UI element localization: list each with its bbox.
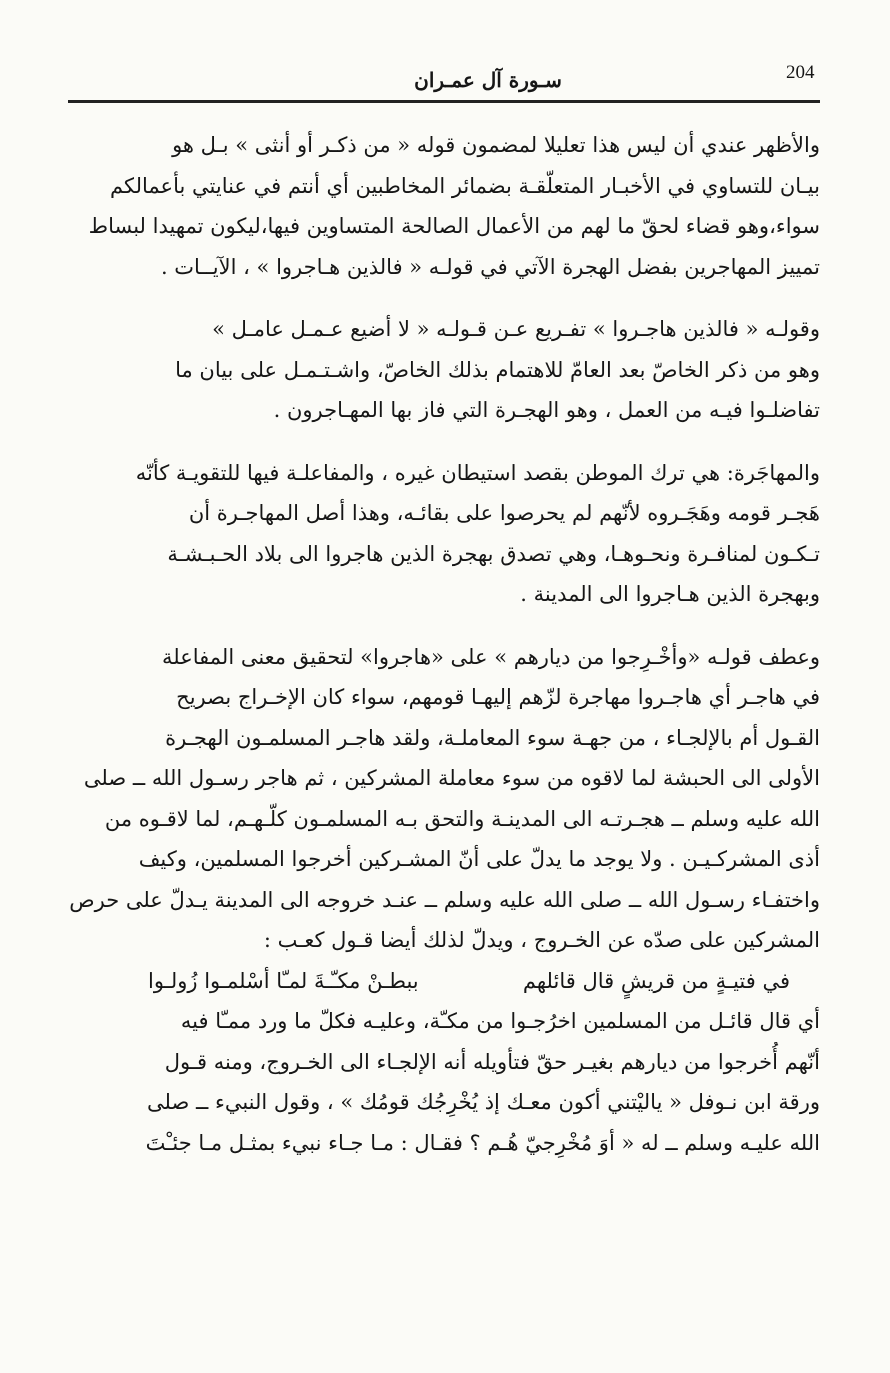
text-line: وبهجرة الذين هـاجروا الى المدينة . <box>520 582 820 606</box>
text-line: أنّهم أُخرجوا من ديارهم بغيـر حقّ فتأويله أنه الإلجـاء الى الخـروج، ومنه قـول <box>164 1049 820 1074</box>
text-line: الله عليـه وسلم ــ له « أوَ مُخْرِجيّ هُـم ؟ فقـال : مـا جـاء نبيء بمثـل مـا جئـْتَ <box>145 1130 820 1155</box>
text-line: والمهاجَرة: هي ترك الموطن بقصد استيطان غيره ، والمفاعلـة فيها للتقويـة كأنّه <box>135 460 820 485</box>
text-line: تمييز المهاجرين بفضل الهجرة الآتي في قولـه « فالذين هـاجروا » ، الآيــات . <box>160 254 820 279</box>
paragraph-gap <box>68 431 820 453</box>
page-number: 204 <box>786 62 815 83</box>
paragraph-gap <box>68 615 820 637</box>
text-line: ورقة ابن نـوفل « ياليْتني أكون معـك إذ يُخْرِجُك قومُك » ، وقول النبيء ــ صلى <box>147 1090 820 1114</box>
paragraph-gap <box>68 287 820 309</box>
paragraph-2 <box>68 309 820 431</box>
text-line: سواء،وهو قضاء لحقّ ما لهم من الأعمال الصالحة المتساوين فيها،ليكون تمهيدا لبساط <box>88 214 820 238</box>
text-line: وقولـه « فالذين هاجـروا » تفـريع عـن قـولـه « لا أضيع عـمـل عامـل » <box>212 317 820 341</box>
text-line: تفاضلـوا فيـه من العمل ، وهو الهجـرة التي فاز بها المهـاجرون . <box>273 398 820 422</box>
paragraph-1 <box>68 125 820 287</box>
header-rule <box>68 100 820 103</box>
text-line: وعطف قولـه «وأخْـرِجوا من ديارهم » على «هاجروا» لتحقيق معنى المفاعلة <box>162 644 820 669</box>
text-line: القـول أم بالإلجـاء ، من جهـة سوء المعاملـة، ولقد هاجـر المسلمـون الهجـرة <box>165 725 820 750</box>
verse-first-hemistich: في فتيـةٍ من قريشٍ قال قائلهم <box>522 968 790 993</box>
text-line: الله عليه وسلم ــ هجـرتـه الى المدينـة والتحق بـه المسلمـون كلّـهـم، لما لاقـوه من <box>104 806 820 831</box>
text-line: بيـان للتساوي في الأخبـار المتعلّقـة بضمائر المخاطبين أي أنتم في عنايتي بأعمالكم <box>110 173 820 198</box>
text-line: وهو من ذكر الخاصّ بعد العامّ للاهتمام بذلك الخاصّ، واشـتـمـل على بيان ما <box>175 357 820 382</box>
text-line: أي قال قائـل من المسلمين اخرُجـوا من مكـّة، وعليـه فكلّ ما ورد ممـّا فيه <box>180 1009 820 1033</box>
text-line: في هاجـر أي هاجـروا مهاجرة لزّهم إليهـا قومهم، سواء كان الإخـراج بصريح <box>176 685 820 709</box>
paragraph-4 <box>68 637 820 961</box>
text-line: واختفـاء رسـول الله ــ صلى الله عليه وسلم ــ عنـد خروجه الى المدينة يـدلّ على حرص <box>69 887 820 912</box>
body-text <box>68 125 820 1163</box>
text-line: أذى المشركـيـن . ولا يوجد ما يدلّ على أنّ المشـركين أخرجوا المسلمين، وكيف <box>138 847 820 871</box>
text-line: الأولى الى الحبشة لما لاقوه من سوء معاملة المشركين ، ثم هاجر رسـول الله ــ صلى <box>83 766 820 790</box>
text-line: هَجـر قومه وهَجَـروه لأنّهم لم يحرصوا على بقائـه، وهذا أصل المهاجـرة أن <box>188 501 820 525</box>
text-line: تـكـون لمنافـرة ونحـوهـا، وهي تصدق بهجرة الذين هاجروا الى بلاد الحـبـشـة <box>167 541 820 566</box>
running-title: سـورة آل عمـران <box>414 68 562 92</box>
page-header <box>68 58 820 98</box>
text-line: والأظهر عندي أن ليس هذا تعليلا لمضمون قوله « من ذكـر أو أنثى » بـل هو <box>172 133 820 157</box>
poetry-verse <box>68 961 820 1002</box>
paragraph-5 <box>68 1001 820 1163</box>
text-line: المشركين على صدّه عن الخـروج ، ويدلّ لذلك أيضا قـول كعـب : <box>263 928 820 952</box>
paragraph-3 <box>68 453 820 615</box>
verse-second-hemistich: ببطـنْ مكـّـةَ لمـّا أسْلمـوا زُولـوا <box>148 968 419 993</box>
